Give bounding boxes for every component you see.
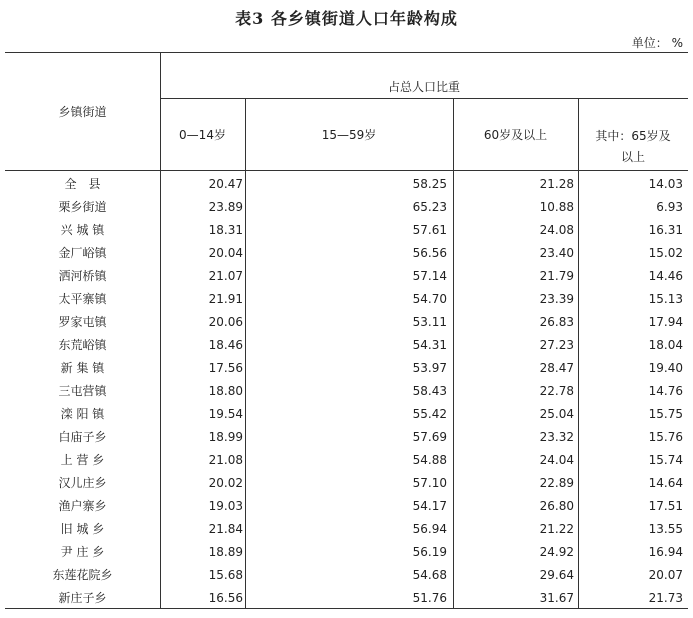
- value-60-plus: 23.39: [539, 292, 574, 306]
- row-name: 白庙子乡: [58, 430, 107, 444]
- value-60-plus: 23.40: [539, 246, 574, 260]
- table-row: [0, 196, 693, 219]
- value-0-14: 21.91: [208, 292, 243, 306]
- table-row: [0, 518, 693, 541]
- header-col-65-plus-line1: 其中：65岁及: [595, 129, 671, 143]
- value-15-59: 53.97: [412, 361, 447, 375]
- header-col-0-14: 0—14岁: [179, 128, 226, 142]
- table-row: [0, 311, 693, 334]
- value-60-plus: 21.22: [539, 522, 574, 536]
- value-15-59: 53.11: [412, 315, 447, 329]
- value-65-plus: 15.76: [648, 430, 683, 444]
- row-name: 尹 庄 乡: [60, 545, 105, 559]
- row-name: 兴 城 镇: [60, 223, 105, 237]
- value-65-plus: 18.04: [648, 338, 683, 352]
- value-65-plus: 14.64: [648, 476, 683, 490]
- value-65-plus: 15.74: [648, 453, 683, 467]
- value-60-plus: 24.08: [539, 223, 574, 237]
- value-15-59: 56.56: [412, 246, 447, 260]
- header-row-label: 乡镇街道: [58, 105, 107, 119]
- table-row: [0, 357, 693, 380]
- value-65-plus: 14.03: [648, 177, 683, 191]
- value-60-plus: 28.47: [539, 361, 574, 375]
- value-15-59: 58.43: [412, 384, 447, 398]
- table-row: [0, 495, 693, 518]
- row-name: 新 集 镇: [60, 361, 105, 375]
- value-0-14: 20.47: [208, 177, 243, 191]
- value-60-plus: 26.83: [539, 315, 574, 329]
- row-name: 三屯营镇: [58, 384, 107, 398]
- value-65-plus: 17.94: [648, 315, 683, 329]
- value-0-14: 18.46: [208, 338, 243, 352]
- group-header-divider: [160, 98, 688, 99]
- table-row: [0, 541, 693, 564]
- unit-label: 单位： %: [631, 36, 683, 50]
- value-0-14: 21.07: [208, 269, 243, 283]
- value-65-plus: 21.73: [648, 591, 683, 605]
- value-65-plus: 13.55: [648, 522, 683, 536]
- value-0-14: 19.03: [208, 499, 243, 513]
- header-group-label: 占总人口比重: [387, 80, 460, 94]
- value-0-14: 20.02: [208, 476, 243, 490]
- row-name: 东荒峪镇: [58, 338, 107, 352]
- value-0-14: 20.04: [208, 246, 243, 260]
- value-0-14: 18.89: [208, 545, 243, 559]
- value-60-plus: 10.88: [539, 200, 574, 214]
- row-name: 上 营 乡: [60, 453, 105, 467]
- value-15-59: 54.17: [412, 499, 447, 513]
- table-row: [0, 403, 693, 426]
- row-name: 全 县: [64, 177, 101, 191]
- value-0-14: 17.56: [208, 361, 243, 375]
- value-0-14: 18.80: [208, 384, 243, 398]
- table-top-border: [5, 52, 688, 53]
- value-0-14: 19.54: [208, 407, 243, 421]
- value-60-plus: 21.28: [539, 177, 574, 191]
- table-row: [0, 265, 693, 288]
- value-0-14: 18.99: [208, 430, 243, 444]
- row-name: 渔户寨乡: [58, 499, 107, 513]
- table-row: [0, 288, 693, 311]
- row-name: 金厂峪镇: [58, 246, 107, 260]
- table-row: [0, 426, 693, 449]
- value-15-59: 65.23: [412, 200, 447, 214]
- table-row: [0, 587, 693, 610]
- row-name: 罗家屯镇: [58, 315, 107, 329]
- value-0-14: 21.08: [208, 453, 243, 467]
- table-title: 表3 各乡镇街道人口年龄构成: [235, 9, 458, 28]
- value-65-plus: 15.02: [648, 246, 683, 260]
- value-65-plus: 17.51: [648, 499, 683, 513]
- value-0-14: 15.68: [208, 568, 243, 582]
- row-name: 新庄子乡: [58, 591, 107, 605]
- value-60-plus: 22.78: [539, 384, 574, 398]
- table-row: [0, 242, 693, 265]
- table-row: [0, 472, 693, 495]
- value-15-59: 54.70: [412, 292, 447, 306]
- value-15-59: 56.19: [412, 545, 447, 559]
- row-name: 滦 阳 镇: [60, 407, 105, 421]
- value-65-plus: 6.93: [656, 200, 683, 214]
- value-60-plus: 25.04: [539, 407, 574, 421]
- value-15-59: 54.88: [412, 453, 447, 467]
- value-15-59: 51.76: [412, 591, 447, 605]
- value-60-plus: 22.89: [539, 476, 574, 490]
- value-65-plus: 15.75: [648, 407, 683, 421]
- value-15-59: 58.25: [412, 177, 447, 191]
- value-15-59: 54.31: [412, 338, 447, 352]
- row-name: 太平寨镇: [58, 292, 107, 306]
- value-65-plus: 20.07: [648, 568, 683, 582]
- value-60-plus: 27.23: [539, 338, 574, 352]
- value-65-plus: 15.13: [648, 292, 683, 306]
- header-col-15-59: 15—59岁: [321, 128, 377, 142]
- table-row: [0, 334, 693, 357]
- value-65-plus: 19.40: [648, 361, 683, 375]
- value-0-14: 23.89: [208, 200, 243, 214]
- value-0-14: 16.56: [208, 591, 243, 605]
- value-15-59: 55.42: [412, 407, 447, 421]
- header-col-65-plus-line2: 以上: [620, 150, 645, 164]
- row-name: 东莲花院乡: [52, 568, 113, 582]
- table-row: [0, 449, 693, 472]
- value-15-59: 56.94: [412, 522, 447, 536]
- table-row: [0, 564, 693, 587]
- value-0-14: 18.31: [208, 223, 243, 237]
- value-65-plus: 16.31: [648, 223, 683, 237]
- value-15-59: 57.69: [412, 430, 447, 444]
- table-row: [0, 380, 693, 403]
- value-60-plus: 31.67: [539, 591, 574, 605]
- row-name: 栗乡街道: [58, 200, 107, 214]
- value-65-plus: 14.46: [648, 269, 683, 283]
- value-15-59: 57.14: [412, 269, 447, 283]
- value-15-59: 57.61: [412, 223, 447, 237]
- value-15-59: 54.68: [412, 568, 447, 582]
- value-60-plus: 26.80: [539, 499, 574, 513]
- value-60-plus: 21.79: [539, 269, 574, 283]
- value-60-plus: 23.32: [539, 430, 574, 444]
- header-bottom-border: [5, 170, 688, 171]
- value-65-plus: 14.76: [648, 384, 683, 398]
- value-15-59: 57.10: [412, 476, 447, 490]
- header-col-60-plus: 60岁及以上: [483, 128, 548, 142]
- row-name: 旧 城 乡: [60, 522, 105, 536]
- value-65-plus: 16.94: [648, 545, 683, 559]
- value-60-plus: 24.04: [539, 453, 574, 467]
- row-name: 汉儿庄乡: [58, 476, 107, 490]
- value-0-14: 20.06: [208, 315, 243, 329]
- value-60-plus: 24.92: [539, 545, 574, 559]
- value-0-14: 21.84: [208, 522, 243, 536]
- table-row: [0, 219, 693, 242]
- value-60-plus: 29.64: [539, 568, 574, 582]
- table-row: [0, 173, 693, 196]
- row-name: 洒河桥镇: [58, 269, 107, 283]
